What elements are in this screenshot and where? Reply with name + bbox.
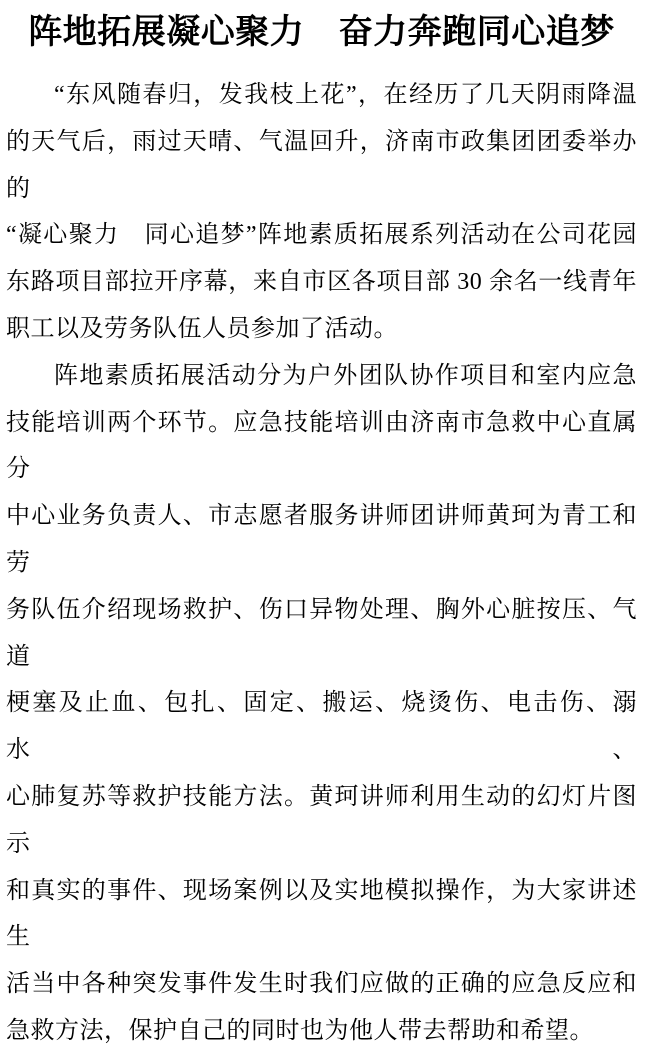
body-line: 职工以及劳务队伍人员参加了活动。 [6, 315, 398, 342]
body-line: 梗塞及止血、包扎、固定、搬运、烧烫伤、电击伤、溺水、 [6, 690, 637, 764]
body-line: 的天气后，雨过天晴、气温回升，济南市政集团团委举办的 [6, 128, 637, 202]
body-line: 心肺复苏等救护技能方法。黄珂讲师利用生动的幻灯片图示 [6, 783, 637, 857]
body-line: “东风随春归，发我枝上花”，在经历了几天阴雨降温 [54, 82, 637, 108]
paragraph-1 [6, 72, 637, 353]
body-line: 和真实的事件、现场案例以及实地模拟操作，为大家讲述生 [6, 877, 637, 951]
article-title: 阵地拓展凝心聚力 奋力奔跑同心追梦 [28, 14, 615, 51]
body-line: “凝心聚力 同心追梦”阵地素质拓展系列活动在公司花园 [6, 222, 637, 249]
body-line: 技能培训两个环节。应急技能培训由济南市急救中心直属分 [6, 409, 637, 483]
paragraph-2 [6, 353, 637, 1055]
body-line: 东路项目部拉开序幕，来自市区各项目部 30 余名一线青年 [6, 269, 637, 296]
body-line: 急救方法，保护自己的同时也为他人带去帮助和希望。 [6, 1017, 594, 1044]
body-line: 中心业务负责人、市志愿者服务讲师团讲师黄珂为青工和劳 [6, 503, 637, 576]
body-line: 活当中各种突发事件发生时我们应做的正确的应急反应和 [6, 971, 637, 998]
body-line: 务队伍介绍现场救护、伤口异物处理、胸外心脏按压、气道 [6, 596, 637, 670]
body-line: 阵地素质拓展活动分为户外团队协作项目和室内应急 [54, 362, 637, 389]
